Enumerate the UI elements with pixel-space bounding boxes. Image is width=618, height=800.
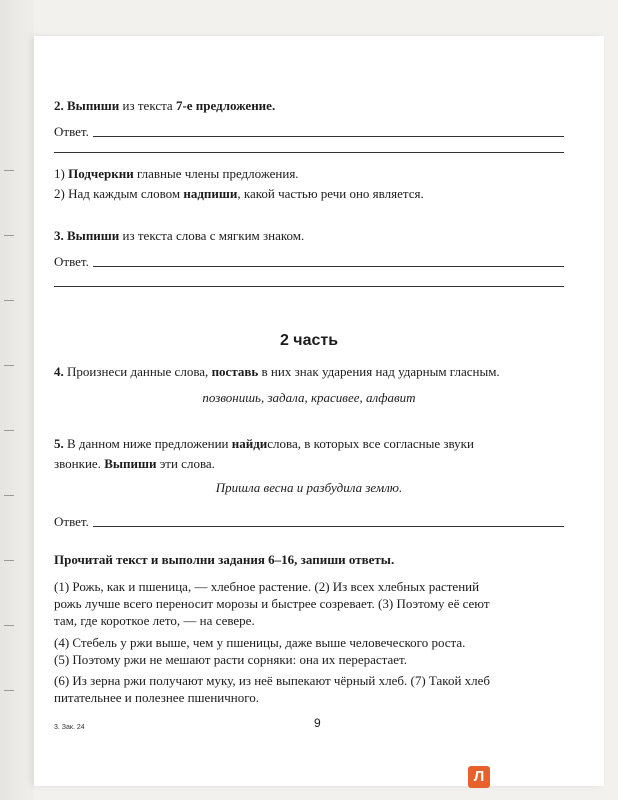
publisher-logo: Л xyxy=(468,766,490,788)
margin-tick xyxy=(4,560,14,561)
margin-tick xyxy=(4,235,14,236)
task2-subtask-2: 2) Над каждым словом надпиши, какой частью речи оно является. xyxy=(54,186,424,201)
margin-tick xyxy=(4,365,14,366)
answer-label: Ответ. xyxy=(54,514,89,529)
answer-label: Ответ. xyxy=(54,124,89,139)
margin-tick xyxy=(4,625,14,626)
task5-heading-line2: звонкие. Выпиши эти слова. xyxy=(54,456,215,471)
answer-label: Ответ. xyxy=(54,254,89,269)
task3-answer-line[interactable] xyxy=(54,254,564,270)
margin-tick xyxy=(4,170,14,171)
margin-tick xyxy=(4,495,14,496)
margin-tick xyxy=(4,300,14,301)
task4-heading: 4. Произнеси данные слова, поставь в них знак ударения над ударным гласным. xyxy=(54,364,500,379)
task2-heading: 2. Выпиши из текста 7-е предложение. xyxy=(54,98,276,113)
task5-heading: 5. В данном ниже предложении найдислова, в которых все согласные звуки xyxy=(54,436,474,451)
task5-sentence: Пришла весна и разбудила землю. xyxy=(215,480,403,495)
task3-heading: 3. Выпиши из текста слова с мягким знаком. xyxy=(54,228,305,243)
text-paragraph-3: (6) Из зерна ржи получают муку, из неё выпекают чёрный хлеб. (7) Такой хлеб питательнее и полезнее пшеничного. xyxy=(54,673,491,705)
print-order-note: 3. Зак. 24 xyxy=(54,724,85,731)
page-binding-margin xyxy=(0,0,34,800)
text-paragraph-1: (1) Рожь, как и пшеница, — хлебное растение. (2) Из всех хлебных растений рожь лучше всего переносит морозы и быстрее созревает. (3) Поэтому её сеют там, где короткое лето, — на севере. xyxy=(54,579,490,628)
margin-tick xyxy=(4,430,14,431)
reading-instruction: Прочитай текст и выполни задания 6–16, запиши ответы. xyxy=(54,552,395,567)
task2-answer-line[interactable] xyxy=(54,124,564,140)
task4-words: позвонишь, задала, красивее, алфавит xyxy=(202,390,416,405)
task5-answer-line[interactable] xyxy=(54,514,564,530)
page-number: 9 xyxy=(314,716,321,730)
text-paragraph-2: (4) Стебель у ржи выше, чем у пшеницы, даже выше человеческого роста. (5) Поэтому ржи не мешают расти сорняки: она их перерастает. xyxy=(54,635,466,667)
task2-answer-blank[interactable] xyxy=(54,152,564,153)
section-title: 2 часть xyxy=(279,332,339,349)
task3-answer-blank[interactable] xyxy=(54,286,564,287)
margin-tick xyxy=(4,690,14,691)
task2-subtask-1: 1) Подчеркни главные члены предложения. xyxy=(54,166,299,181)
